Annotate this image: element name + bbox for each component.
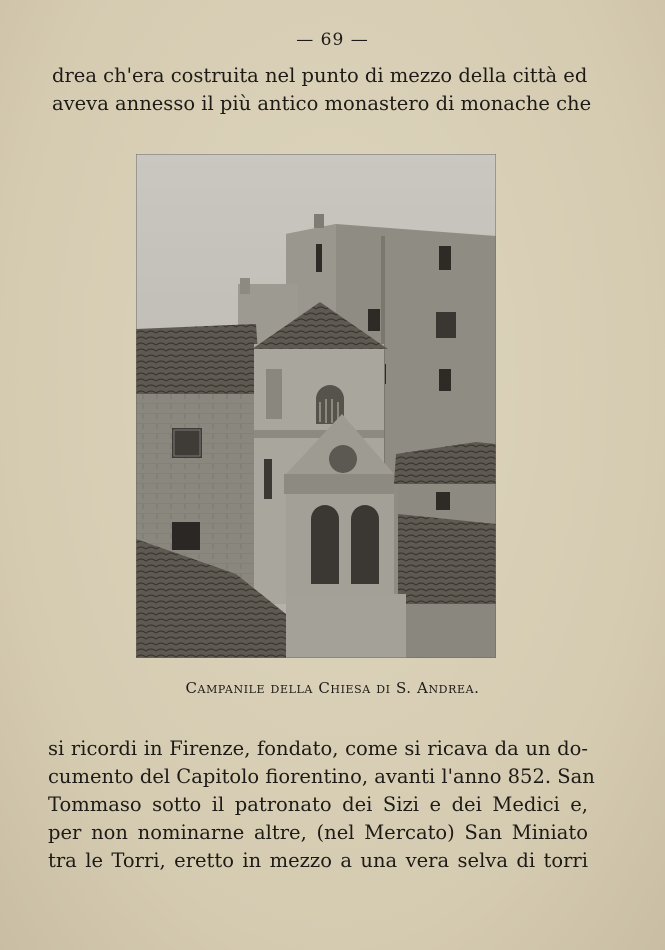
top-paragraph [52, 62, 592, 118]
bottom-paragraph [48, 735, 595, 875]
figure-caption: Campanile della Chiesa di S. Andrea. [185, 679, 480, 697]
page-number: — 69 — [296, 30, 369, 50]
text-line: tra le Torri, eretto in mezzo a una vera selva di torri [48, 849, 588, 872]
text-line: Tommaso sotto il patronato dei Sizi e dei Medici e, [48, 793, 588, 816]
text-line: drea ch'era costruita nel punto di mezzo della città ed [52, 64, 588, 87]
text-line: per non nominarne altre, (nel Mercato) San Miniato [48, 821, 588, 844]
text-line: cumento del Capitolo fiorentino, avanti l'anno 852. San [48, 765, 595, 788]
text-line: aveva annesso il più antico monastero di monache che [52, 92, 592, 115]
bell-tower-photograph [136, 154, 496, 658]
text-line: si ricordi in Firenze, fondato, come si ricava da un do- [48, 737, 588, 760]
photo-illustration [136, 154, 496, 658]
